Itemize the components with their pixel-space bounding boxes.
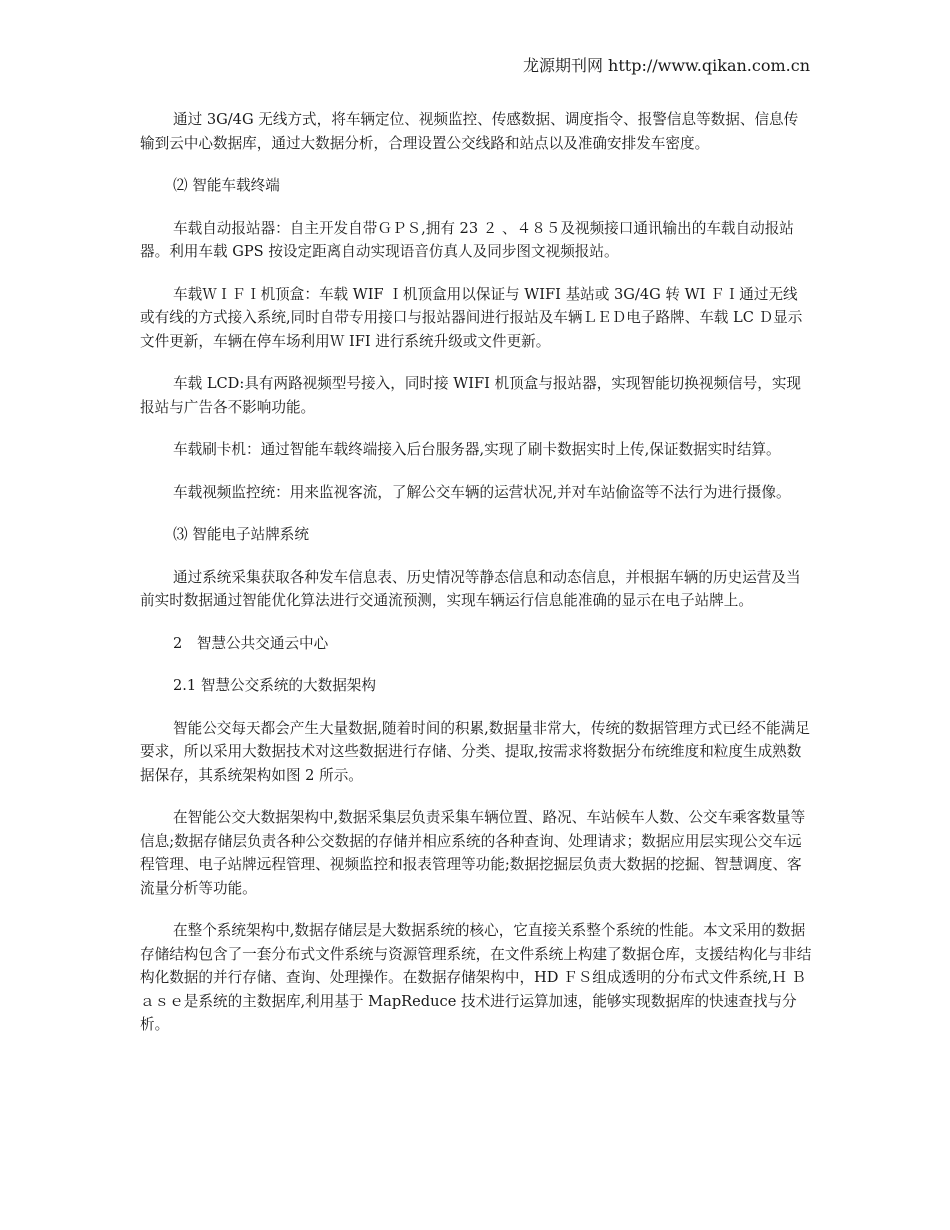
paragraph-storage-layer: 在整个系统架构中,数据存储层是大数据系统的核心，它直接关系整个系统的性能。本文采用的数据存储结构包含了一套分布式文件系统与资源管理系统，在文件系统上构建了数据仓库，支援结构化与非结构化数据的并行存储、查询、处理操作。在数据存储架构中，HD ＦＳ组成透明的分布式文件系统,Ｈ Ｂａｓｅ是系统的主数据库,利用基于 MapReduce 技术进行运算加速，能够实现数据库的快速查找与分析。: [140, 922, 812, 1033]
paragraph-auto-announcer: 车载自动报站器：自主开发自带ＧＰＳ,拥有 23 ２ 、４８５及视频接口通讯输出的车载自动报站器。利用车载 GPS 按设定距离自动实现语音仿真人及同步图文视频报站。: [140, 219, 794, 260]
paragraph-architecture-layers: 在智能公交大数据架构中,数据采集层负责采集车辆位置、路况、车站候车人数、公交车乘客数量等信息;数据存储层负责各种公交数据的存储并相应系统的各种查询、处理请求；数据应用层实现公交车远程管理、电子站牌远程管理、视频监控和报表管理等功能;数据挖掘层负责大数据的挖掘、智慧调度、客流量分析等功能。: [140, 809, 806, 897]
paragraph-wifi-box: 车载ＷＩＦＩ机顶盒：车载 WIF Ｉ机顶盒用以保证与 WIFI 基站或 3G/4G 转 WI ＦＩ通过无线或有线的方式接入系统,同时自带专用接口与报站器间进行报站及车辆ＬＥＤ电子路牌、车载 LC Ｄ显示文件更新，车辆在停车场利用Ｗ IFI 进行系统升级或文件更新。: [140, 285, 803, 350]
section-heading-cloud: 2 智慧公共交通云中心: [173, 634, 329, 652]
journal-header: 龙源期刊网 http://www.qikan.com.cn: [522, 56, 810, 75]
section-heading-terminal: ⑵ 智能车载终端: [173, 177, 280, 194]
section-heading-bigdata: 2.1 智慧公交系统的大数据架构: [173, 677, 376, 694]
paragraph-bigdata-intro: 智能公交每天都会产生大量数据,随着时间的积累,数据量非常大，传统的数据管理方式已经不能满足要求，所以采用大数据技术对这些数据进行存储、分类、提取,按需求将数据分布统维度和粒度生成熟数据保存，其系统架构如图 2 所示。: [140, 719, 810, 784]
paragraph-lcd: 车载 LCD:具有两路视频型号接入，同时接 WIFI 机顶盒与报站器，实现智能切换视频信号，实现报站与广告各不影响功能。: [140, 375, 802, 416]
paragraph-video-monitor: 车载视频监控统：用来监视客流，了解公交车辆的运营状况,并对车站偷盗等不法行为进行摄像。: [173, 483, 791, 501]
article-body: [140, 108, 812, 1056]
paragraph-card-reader: 车载刷卡机：通过智能车载终端接入后台服务器,实现了刷卡数据实时上传,保证数据实时结算。: [173, 441, 781, 458]
section-heading-station: ⑶ 智能电子站牌系统: [173, 526, 309, 543]
paragraph-station-system: 通过系统采集获取各种发车信息表、历史情况等静态信息和动态信息，并根据车辆的历史运营及当前实时数据通过智能优化算法进行交通流预测，实现车辆运行信息能准确的显示在电子站牌上。: [140, 568, 801, 609]
paragraph-transmission: 通过 3G/4G 无线方式，将车辆定位、视频监控、传感数据、调度指令、报警信息等数据、信息传输到云中心数据库，通过大数据分析，合理设置公交线路和站点以及准确安排发车密度。: [140, 111, 799, 152]
